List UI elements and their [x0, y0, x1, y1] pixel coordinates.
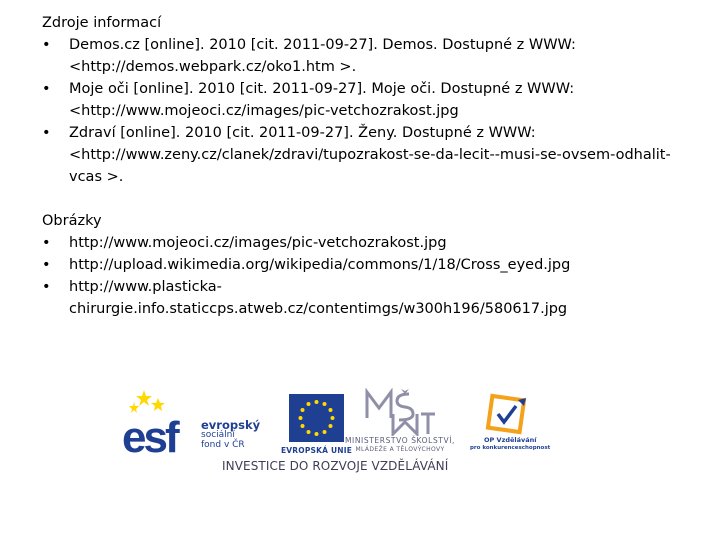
esf-label-line: evropský	[201, 418, 261, 432]
eu-caption: EVROPSKÁ UNIE	[280, 446, 353, 455]
msmt-logo	[335, 388, 465, 460]
references-content	[42, 12, 692, 320]
source-item: • Moje oči [online]. 2010 [cit. 2011-09-27]. Moje oči. Dostupné z WWW: <http://www.mojeoci.cz/images/pic-vetchozrakost.jpg	[42, 78, 692, 122]
image-source-item: • http://www.plasticka-chirurgie.info.staticcps.atweb.cz/contentimgs/w300h196/580617.jpg	[42, 276, 692, 320]
sources-heading: Zdroje informací	[42, 15, 162, 31]
esf-label-line: sociální	[201, 430, 235, 440]
esf-logo	[122, 388, 261, 456]
op-vk-logo	[468, 392, 556, 454]
esf-label-line: fond v ČR	[201, 440, 245, 450]
esf-label	[201, 420, 260, 450]
op-vk-subtitle: pro konkurenceschopnost	[470, 445, 551, 451]
funding-logos-strip	[118, 382, 598, 478]
msmt-caption-sub: MLÁDEŽE A TĚLOVÝCHOVY	[355, 446, 445, 453]
source-item: • Demos.cz [online]. 2010 [cit. 2011-09-27]. Demos. Dostupné z WWW: <http://demos.webpark.cz/oko1.htm >.	[42, 34, 692, 78]
svg-text:esf: esf	[122, 413, 177, 456]
msmt-caption: MINISTERSTVO ŠKOLSTVÍ,	[344, 436, 456, 445]
investment-banner: INVESTICE DO ROZVOJE VZDĚLÁVÁNÍ	[222, 459, 449, 473]
source-item: • Zdraví [online]. 2010 [cit. 2011-09-27]. Ženy. Dostupné z WWW: <http://www.zeny.cz/clanek/zdravi/tupozrakost-se-da-lecit--musi-se-ovsem-odhalit-vcas >.	[42, 122, 692, 188]
msmt-mark-icon	[335, 388, 465, 436]
images-list	[42, 232, 692, 320]
images-heading: Obrázky	[42, 213, 102, 229]
image-source-item: • http://www.mojeoci.cz/images/pic-vetchozrakost.jpg	[42, 232, 692, 254]
esf-mark-icon	[122, 388, 202, 456]
op-vk-title: OP Vzdělávání	[484, 436, 537, 444]
op-vk-mark-icon	[468, 392, 556, 436]
sources-list	[42, 34, 692, 188]
image-source-item: • http://upload.wikimedia.org/wikipedia/commons/1/18/Cross_eyed.jpg	[42, 254, 692, 276]
